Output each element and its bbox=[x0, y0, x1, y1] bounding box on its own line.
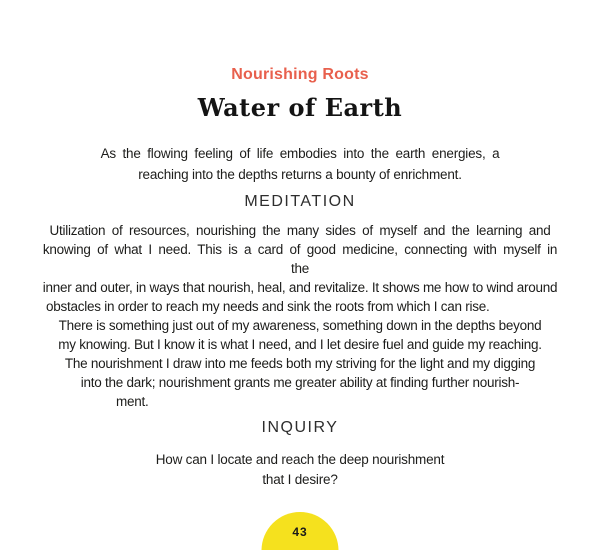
meditation-line: inner and outer, in ways that nourish, heal, and revitalize. It shows me how to wind around bbox=[42, 280, 558, 295]
inquiry-heading: INQUIRY bbox=[261, 419, 339, 436]
inquiry-line: that I desire? bbox=[262, 472, 338, 487]
meditation-line: my knowing. But I know it is what I need, and I let desire fuel and guide my reaching. bbox=[58, 337, 542, 352]
meditation-line: into the dark; nourishment grants me greater ability at finding further nourish- bbox=[80, 375, 520, 390]
meditation-line: There is something just out of my awareness, something down in the depths beyond bbox=[58, 318, 542, 333]
meditation-text bbox=[0, 221, 600, 411]
section-kicker: Nourishing Roots bbox=[231, 66, 369, 83]
meditation-line: The nourishment I draw into me feeds both my striving for the light and my digging bbox=[64, 356, 536, 371]
meditation-line: ment. bbox=[116, 394, 149, 409]
meditation-line: obstacles in order to reach my needs and sink the roots from which I can rise. bbox=[46, 299, 490, 314]
page-number-badge bbox=[262, 512, 339, 550]
page-title: Water of Earth bbox=[197, 93, 403, 122]
meditation-line: knowing of what I need. This is a card of good medicine, connecting with myself in the bbox=[42, 242, 558, 276]
intro-text bbox=[0, 143, 600, 185]
meditation-heading: MEDITATION bbox=[244, 193, 356, 210]
intro-line: reaching into the depths returns a bounty of enrichment. bbox=[138, 167, 462, 182]
inquiry-line: How can I locate and reach the deep nourishment bbox=[155, 452, 445, 467]
inquiry-text bbox=[0, 450, 600, 490]
page-number: 43 bbox=[292, 525, 308, 539]
meditation-line: Utilization of resources, nourishing the many sides of myself and the learning and bbox=[49, 223, 551, 238]
intro-line: As the flowing feeling of life embodies into the earth energies, a bbox=[100, 146, 500, 161]
